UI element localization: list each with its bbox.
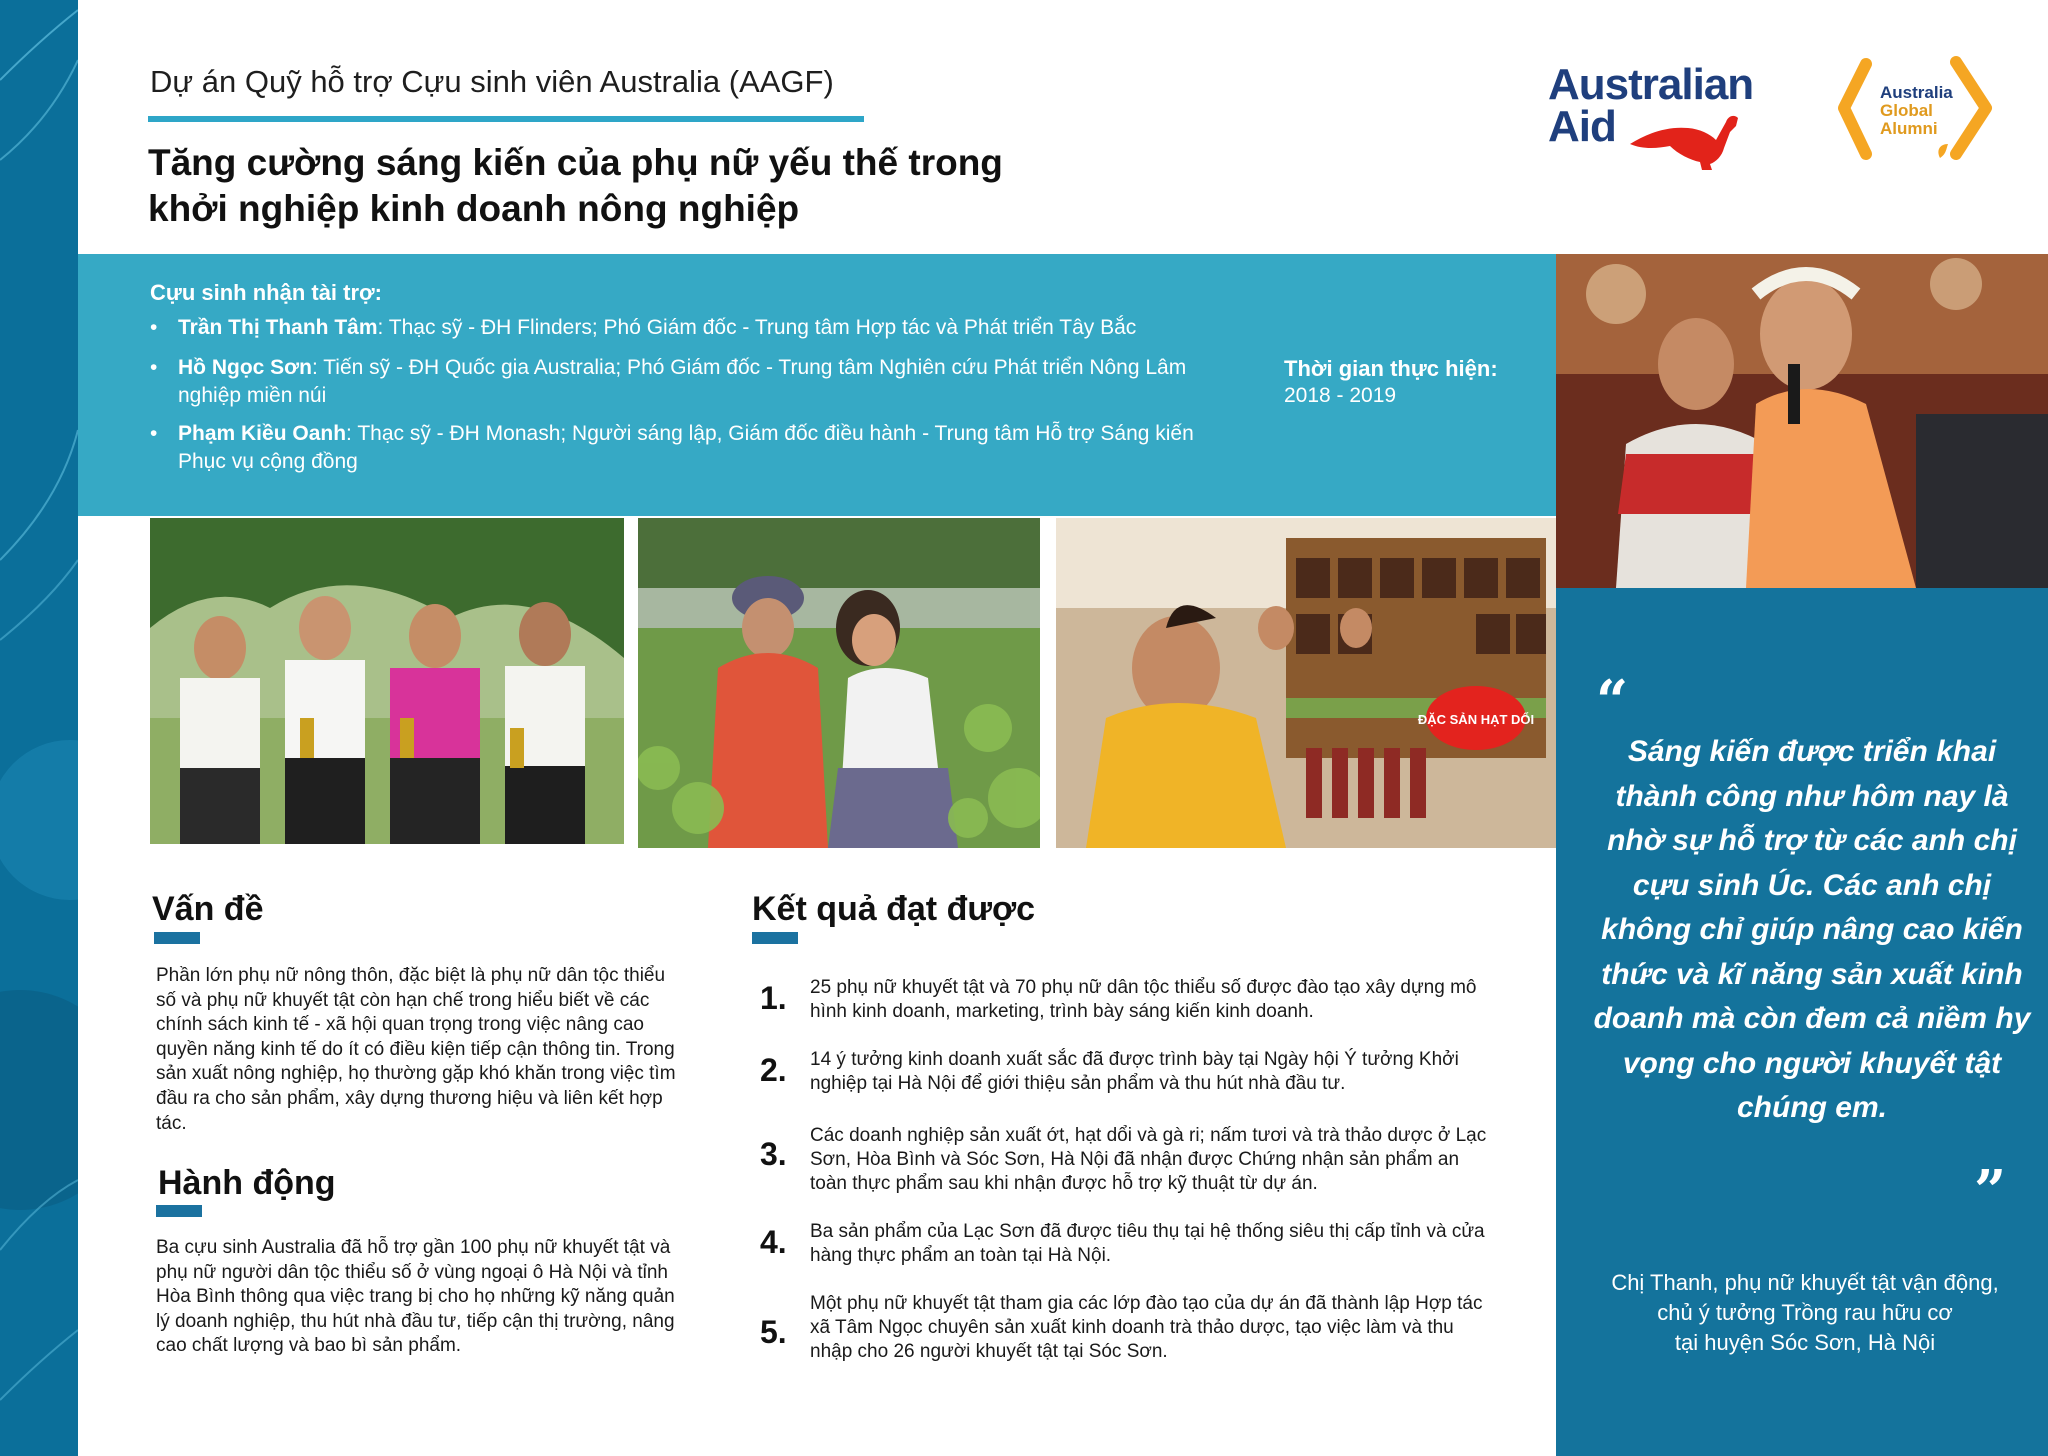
grantee-desc: : Thạc sỹ - ĐH Flinders; Phó Giám đốc - Trung tâm Hợp tác và Phát triển Tây Bắc: [377, 316, 1137, 339]
bullet-icon: •: [150, 316, 158, 339]
result-text: Một phụ nữ khuyết tật tham gia các lớp đào tạo của dự án đã thành lập Hợp tác xã Tâm Ngọc chuyên sản xuất kinh doanh trà thảo dược, tạo việc làm và thu nhập cho 26 người khuyết tật tại Sóc Sơn.: [810, 1293, 1483, 1362]
australian-aid-word-2: Aid: [1548, 102, 1616, 151]
australia-global-alumni-logo: [1836, 54, 2004, 164]
result-text: 25 phụ nữ khuyết tật và 70 phụ nữ dân tộc thiểu số được đào tạo xây dựng mô hình kinh doanh, marketing, trình bày sáng kiến kinh doanh.: [810, 977, 1477, 1022]
alumni-line-2: Global: [1880, 101, 1933, 120]
quote-close-icon: ”: [1974, 1158, 2007, 1224]
photo-product-display: [1056, 518, 1556, 848]
problem-title: Vấn đề: [152, 890, 264, 928]
quote-open-icon: “: [1596, 668, 1629, 734]
kangaroo-icon: [1626, 104, 1746, 172]
grantee-name: Phạm Kiều Oanh: [178, 422, 347, 445]
grantee-item: [150, 354, 1210, 410]
result-text: Các doanh nghiệp sản xuất ớt, hạt dổi và gà ri; nấm tươi và trà thảo dược ở Lạc Sơn, Hòa Bình và Sóc Sơn, Hà Nội đã nhận được Chứng nhận sản phẩm an toàn thực phẩm sau khi nhận được hỗ trợ kỹ thuật từ dự án.: [810, 1125, 1487, 1194]
problem-text: Phần lớn phụ nữ nông thôn, đặc biệt là phụ nữ dân tộc thiểu số và phụ nữ khuyết tật còn hạn chế trong hiểu biết về các chính sách kinh tế - xã hội quan trọng trong việc nâng cao quyền năng kinh tế do ít có điều kiện tiếp cận thông tin. Trong sản xuất nông nghiệp, họ thường gặp khó khăn trong việc tìm đầu ra cho sản phẩm, xây dựng thương hiệu và liên kết hợp tác.: [156, 965, 676, 1134]
grantee-item: [150, 314, 1210, 342]
action-title-bar: [156, 1205, 202, 1217]
photo-woman-speaking: [1556, 254, 2048, 588]
problem-title-bar: [154, 932, 200, 944]
results-title: Kết quả đạt được: [752, 890, 1036, 928]
bullet-icon: •: [150, 356, 158, 379]
results-title-bar: [752, 932, 798, 944]
result-text: 14 ý tưởng kinh doanh xuất sắc đã được trình bày tại Ngày hội Ý tưởng Khởi nghiệp tại Hà Nội để giới thiệu sản phẩm và thu hút nhà đầu tư.: [810, 1049, 1459, 1094]
wave-pattern-icon: [0, 0, 78, 1456]
photo-sign-text: ĐẶC SẢN HẠT DỔI: [1417, 712, 1535, 727]
timeframe-label: Thời gian thực hiện:: [1284, 356, 1498, 381]
australian-aid-word-1: Australian: [1548, 60, 1754, 109]
photo-women-with-products: [150, 518, 624, 844]
page-title: [148, 140, 1048, 232]
grantee-item: [150, 420, 1210, 476]
grantee-desc: : Thạc sỹ - ĐH Monash; Người sáng lập, Giám đốc điều hành - Trung tâm Hỗ trợ Sáng kiến Phục vụ cộng đồng: [178, 422, 1194, 473]
alumni-line-3: Alumni: [1880, 119, 1938, 138]
grantee-name: Trần Thị Thanh Tâm: [178, 316, 378, 339]
timeframe-value: 2018 - 2019: [1284, 384, 1397, 407]
testimonial-quote: Sáng kiến được triển khai thành công như hôm nay là nhờ sự hỗ trợ từ các anh chị cựu sinh Úc. Các anh chị không chỉ giúp nâng cao kiến thức và kĩ năng sản xuất kinh doanh mà còn đem cả niềm hy vọng cho người khuyết tật chúng em.: [1593, 735, 2031, 1124]
quote-author: [1580, 1268, 2030, 1358]
quote-author-line-2: chủ ý tưởng Trồng rau hữu cơ: [1657, 1300, 1953, 1325]
alumni-line-1: Australia: [1880, 83, 1953, 102]
result-number: 4.: [760, 1224, 787, 1260]
result-number: 1.: [760, 980, 787, 1016]
alumni-logo-text: [1880, 84, 1953, 138]
result-number: 5.: [760, 1314, 787, 1350]
action-title: Hành động: [158, 1164, 336, 1202]
title-underline: [148, 116, 864, 122]
result-number: 3.: [760, 1136, 787, 1172]
bullet-icon: •: [150, 422, 158, 445]
australian-aid-logo: [1548, 60, 1778, 170]
result-number: 2.: [760, 1052, 787, 1088]
quote-author-line-3: tại huyện Sóc Sơn, Hà Nội: [1674, 1330, 1936, 1355]
page-title-line-2: khởi nghiệp kinh doanh nông nghiệp: [148, 188, 800, 229]
grantee-name: Hồ Ngọc Sơn: [178, 356, 312, 379]
page-title-line-1: Tăng cường sáng kiến của phụ nữ yếu thế trong: [148, 142, 1003, 183]
quote-author-line-1: Chị Thanh, phụ nữ khuyết tật vận động,: [1611, 1270, 1999, 1295]
grantees-title: Cựu sinh nhận tài trợ:: [150, 280, 383, 305]
action-text: Ba cựu sinh Australia đã hỗ trợ gần 100 phụ nữ khuyết tật và phụ nữ người dân tộc thiểu số ở vùng ngoại ô Hà Nội và tỉnh Hòa Bình thông qua việc trang bị cho họ những kỹ năng quản lý doanh nghiệp, thu hút nhà đầu tư, tiếp cận thị trường, nâng cao chất lượng và bao bì sản phẩm.: [156, 1237, 675, 1357]
result-text: Ba sản phẩm của Lạc Sơn đã được tiêu thụ tại hệ thống siêu thị cấp tỉnh và cửa hàng thực phẩm an toàn tại Hà Nội.: [810, 1221, 1485, 1266]
grantee-desc: : Tiến sỹ - ĐH Quốc gia Australia; Phó Giám đốc - Trung tâm Nghiên cứu Phát triển Nông Lâm nghiệp miền núi: [178, 356, 1187, 407]
left-decorative-strip: [0, 0, 78, 1456]
project-label: Dự án Quỹ hỗ trợ Cựu sinh viên Australia (AAGF): [150, 64, 834, 99]
photo-women-in-field: [638, 518, 1040, 848]
